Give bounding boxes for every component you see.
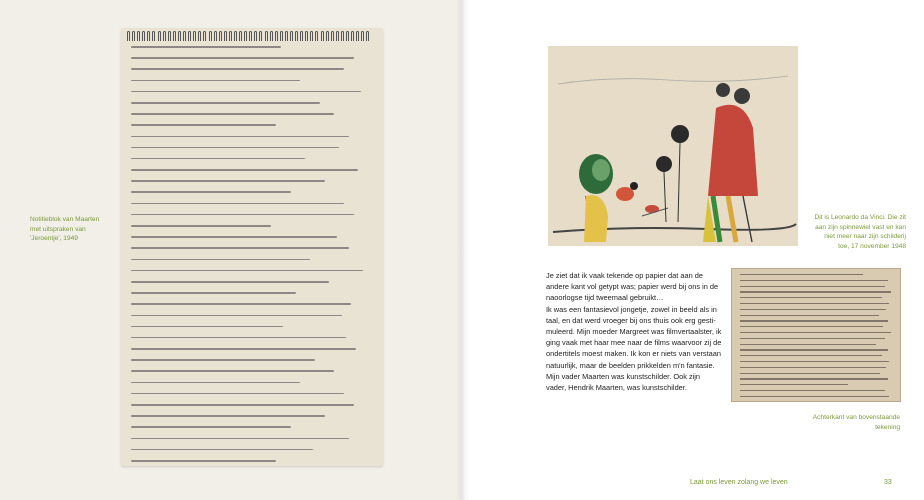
spiral-ring bbox=[168, 31, 171, 41]
typed-line bbox=[740, 286, 885, 287]
drawing-caption: Dit is Leonardo da Vinci. Die zit aan zijn spinnewiel vast en kan niet meer naar zijn schilderij toe, 17 november 1948 bbox=[814, 214, 906, 250]
typed-line bbox=[740, 378, 888, 379]
handwriting-line bbox=[131, 460, 276, 462]
handwriting-line bbox=[131, 113, 334, 115]
handwriting-line bbox=[131, 348, 356, 350]
typed-line bbox=[740, 326, 883, 327]
spiral-ring bbox=[321, 31, 324, 41]
body-text bbox=[546, 270, 722, 393]
spiral-ring bbox=[178, 31, 181, 41]
notebook-caption: Notitieblok van Maarten met uitspraken van 'Jeroentje', 1949 bbox=[30, 216, 100, 242]
handwriting-line bbox=[131, 393, 344, 395]
spiral-ring bbox=[305, 31, 308, 41]
handwriting-line bbox=[131, 337, 346, 339]
handwriting-line bbox=[131, 191, 291, 193]
typed-line bbox=[740, 297, 882, 298]
handwriting-line bbox=[131, 169, 358, 171]
spiral-ring bbox=[214, 31, 217, 41]
spiral-ring bbox=[254, 31, 257, 41]
spiral-ring bbox=[356, 31, 359, 41]
spiral-ring bbox=[132, 31, 135, 41]
spiral-ring bbox=[188, 31, 191, 41]
spiral-ring bbox=[209, 31, 212, 41]
spiral-ring bbox=[239, 31, 242, 41]
spiral-ring bbox=[249, 31, 252, 41]
spiral-ring bbox=[366, 31, 369, 41]
notebook-photo bbox=[121, 28, 383, 466]
handwriting-line bbox=[131, 91, 361, 93]
typed-line bbox=[740, 274, 863, 275]
handwriting-line bbox=[131, 404, 354, 406]
typed-line bbox=[740, 349, 888, 350]
handwriting-line bbox=[131, 214, 354, 216]
page-number: 33 bbox=[884, 479, 892, 486]
spiral-ring bbox=[351, 31, 354, 41]
handwriting-line bbox=[131, 292, 296, 294]
spiral-ring bbox=[300, 31, 303, 41]
spiral-ring bbox=[142, 31, 145, 41]
handwriting-line bbox=[131, 225, 271, 227]
book-gutter bbox=[456, 0, 470, 500]
body-paragraph: Je ziet dat ik vaak tekende op papier dat aan de andere kant vol getypt was; papier werd bij ons in de naoorlogse tijd tweemaal gebruikt… bbox=[546, 271, 719, 303]
spiral-ring bbox=[219, 31, 222, 41]
spiral-ring bbox=[361, 31, 364, 41]
handwriting-line bbox=[131, 303, 351, 305]
handwriting-line bbox=[131, 415, 325, 417]
handwriting-line bbox=[131, 247, 349, 249]
handwriting-line bbox=[131, 370, 334, 372]
handwriting-line bbox=[131, 270, 363, 272]
typed-line bbox=[740, 390, 885, 391]
spiral-ring bbox=[203, 31, 206, 41]
handwriting-line bbox=[131, 438, 349, 440]
handwriting-line bbox=[131, 80, 300, 82]
handwriting-line bbox=[131, 57, 354, 59]
spiral-ring bbox=[315, 31, 318, 41]
handwriting-line bbox=[131, 426, 291, 428]
typed-line bbox=[740, 320, 888, 321]
handwriting-line bbox=[131, 259, 310, 261]
handwriting-line bbox=[131, 136, 349, 138]
spiral-ring bbox=[275, 31, 278, 41]
typed-line bbox=[740, 355, 882, 356]
typed-line bbox=[740, 361, 889, 362]
spiral-ring bbox=[224, 31, 227, 41]
handwriting-line bbox=[131, 46, 281, 48]
typed-line bbox=[740, 309, 886, 310]
handwriting-line bbox=[131, 203, 344, 205]
spiral-ring bbox=[270, 31, 273, 41]
spiral-ring bbox=[336, 31, 339, 41]
running-footer-title: Laat ons leven zolang we leven bbox=[690, 479, 788, 486]
handwriting-line bbox=[131, 158, 305, 160]
spiral-ring bbox=[244, 31, 247, 41]
handwriting-line bbox=[131, 315, 342, 317]
spiral-ring bbox=[163, 31, 166, 41]
spiral-ring bbox=[173, 31, 176, 41]
spiral-ring bbox=[341, 31, 344, 41]
handwriting-line bbox=[131, 124, 276, 126]
handwriting-line bbox=[131, 326, 283, 328]
typed-line bbox=[740, 384, 848, 385]
typed-line bbox=[740, 280, 888, 281]
handwriting-line bbox=[131, 449, 313, 451]
spiral-ring bbox=[193, 31, 196, 41]
spiral-ring bbox=[229, 31, 232, 41]
spiral-ring bbox=[198, 31, 201, 41]
handwriting-line bbox=[131, 359, 315, 361]
spiral-ring bbox=[152, 31, 155, 41]
typed-line bbox=[740, 338, 885, 339]
typed-line bbox=[740, 396, 889, 397]
typewritten-text bbox=[740, 274, 894, 402]
typed-line bbox=[740, 367, 886, 368]
handwriting-line bbox=[131, 102, 320, 104]
typed-line bbox=[740, 332, 891, 333]
handwriting-line bbox=[131, 68, 344, 70]
spiral-ring bbox=[127, 31, 130, 41]
spiral-ring bbox=[326, 31, 329, 41]
spiral-binding bbox=[127, 28, 377, 40]
typed-paper-caption: Achterkant van bovenstaande tekening bbox=[812, 414, 900, 431]
body-paragraph: Ik was een fantasievol jongetje, zowel in beeld als in taal, en dat werd vroeger bij ons thuis ook erg gestimuleerd. Mijn moeder Margreet was filmvertaalster, ik ging vaak met haar mee naar de films waarvoor zij de ondertitels moest maken. Ik kon er niets van verstaan natuurlijk, maar de beelden prikkelden m'n fantasie. Mijn vader Maarten was kunstschilder. Ook zijn vader, Hendrik Maarten, was kunstschilder. bbox=[546, 304, 722, 393]
handwriting-line bbox=[131, 147, 339, 149]
drawing-illustration bbox=[548, 46, 798, 246]
handwriting-line bbox=[131, 281, 329, 283]
childrens-drawing bbox=[548, 46, 798, 246]
spiral-ring bbox=[183, 31, 186, 41]
handwriting-line bbox=[131, 180, 325, 182]
spiral-ring bbox=[265, 31, 268, 41]
spiral-ring bbox=[147, 31, 150, 41]
spiral-ring bbox=[259, 31, 262, 41]
handwritten-notes bbox=[131, 46, 373, 466]
handwriting-line bbox=[131, 236, 337, 238]
spiral-ring bbox=[234, 31, 237, 41]
spiral-ring bbox=[137, 31, 140, 41]
spiral-ring bbox=[310, 31, 313, 41]
typed-line bbox=[740, 303, 889, 304]
typed-line bbox=[740, 373, 880, 374]
typed-line bbox=[740, 291, 891, 292]
spiral-ring bbox=[158, 31, 161, 41]
spiral-ring bbox=[346, 31, 349, 41]
typed-line bbox=[740, 315, 879, 316]
spiral-ring bbox=[331, 31, 334, 41]
spiral-ring bbox=[290, 31, 293, 41]
typed-line bbox=[740, 344, 876, 345]
typed-paper-photo bbox=[731, 268, 901, 402]
spiral-ring bbox=[280, 31, 283, 41]
spiral-ring bbox=[285, 31, 288, 41]
spiral-ring bbox=[295, 31, 298, 41]
handwriting-line bbox=[131, 382, 300, 384]
